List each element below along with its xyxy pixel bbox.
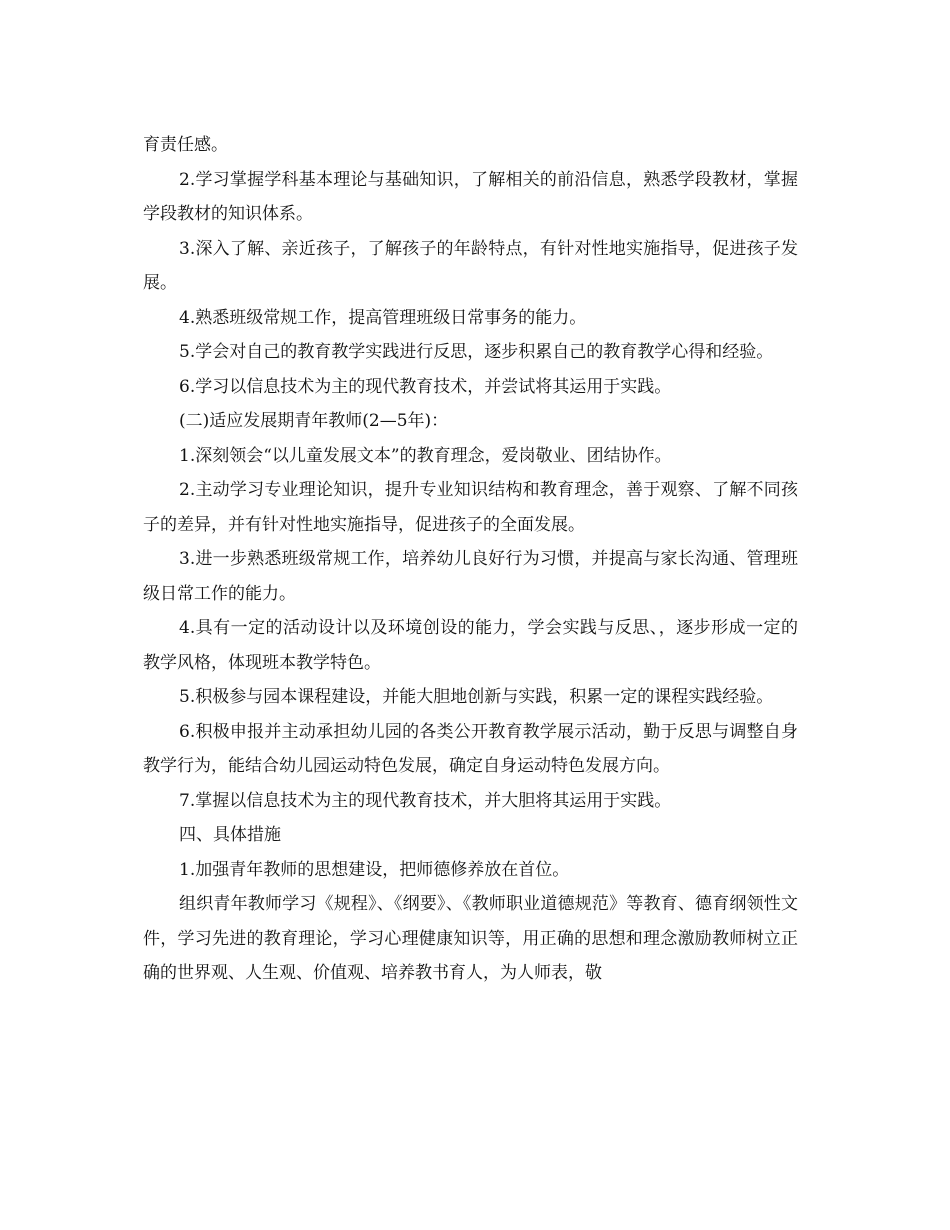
paragraph-3: 3.深入了解、亲近孩子，了解孩子的年龄特点，有针对性地实施指导，促进孩子发展。	[143, 238, 798, 293]
paragraph-4: 4.熟悉班级常规工作，提高管理班级日常事务的能力。	[179, 307, 587, 328]
section-heading-2: (二)适应发展期青年教师(2—5年)：	[179, 411, 449, 431]
paragraph-13: 6.积极申报并主动承担幼儿园的各类公开教育教学展示活动，勤于反思与调整自身教学行为，能结合幼儿园运动特色发展，确定自身运动特色发展方向。	[143, 721, 798, 776]
paragraph-10: 3.进一步熟悉班级常规工作，培养幼儿良好行为习惯，并提高与家长沟通、管理班级日常工作的能力。	[143, 549, 798, 604]
paragraph-6: 6.学习以信息技术为主的现代教育技术，并尝试将其运用于实践。	[179, 376, 672, 397]
paragraph-16: 1.加强青年教师的思想建设，把师德修养放在首位。	[179, 859, 570, 880]
paragraph-2: 2.学习掌握学科基本理论与基础知识，了解相关的前沿信息，熟悉学段教材，掌握学段教材的知识体系。	[143, 169, 798, 224]
paragraph-14: 7.掌握以信息技术为主的现代教育技术，并大胆将其运用于实践。	[179, 790, 672, 811]
paragraph-8: 1.深刻领会“以儿童发展文本”的教育理念，爱岗敬业、团结协作。	[179, 445, 672, 466]
section-heading-4: 四、具体措施	[179, 825, 281, 845]
paragraph-17: 组织青年教师学习《规程》、《纲要》、《教师职业道德规范》等教育、德育纲领性文件，学习先进的教育理论，学习心理健康知识等，用正确的思想和理念激励教师树立正确的世界观、人生观、价值观、培养教书育人，为人师表，敬	[143, 894, 798, 983]
paragraph-5: 5.学会对自己的教育教学实践进行反思，逐步积累自己的教育教学心得和经验。	[179, 342, 774, 362]
paragraph-9: 2.主动学习专业理论知识，提升专业知识结构和教育理念，善于观察、了解不同孩子的差异，并有针对性地实施指导，促进孩子的全面发展。	[143, 480, 798, 535]
paragraph-12: 5.积极参与园本课程建设，并能大胆地创新与实践，积累一定的课程实践经验。	[179, 687, 774, 707]
paragraph-11: 4.具有一定的活动设计以及环境创设的能力，学会实践与反思、，逐步形成一定的教学风格，体现班本教学特色。	[143, 618, 798, 673]
document-body	[143, 128, 798, 991]
paragraph-1: 育责任感。	[143, 135, 228, 155]
